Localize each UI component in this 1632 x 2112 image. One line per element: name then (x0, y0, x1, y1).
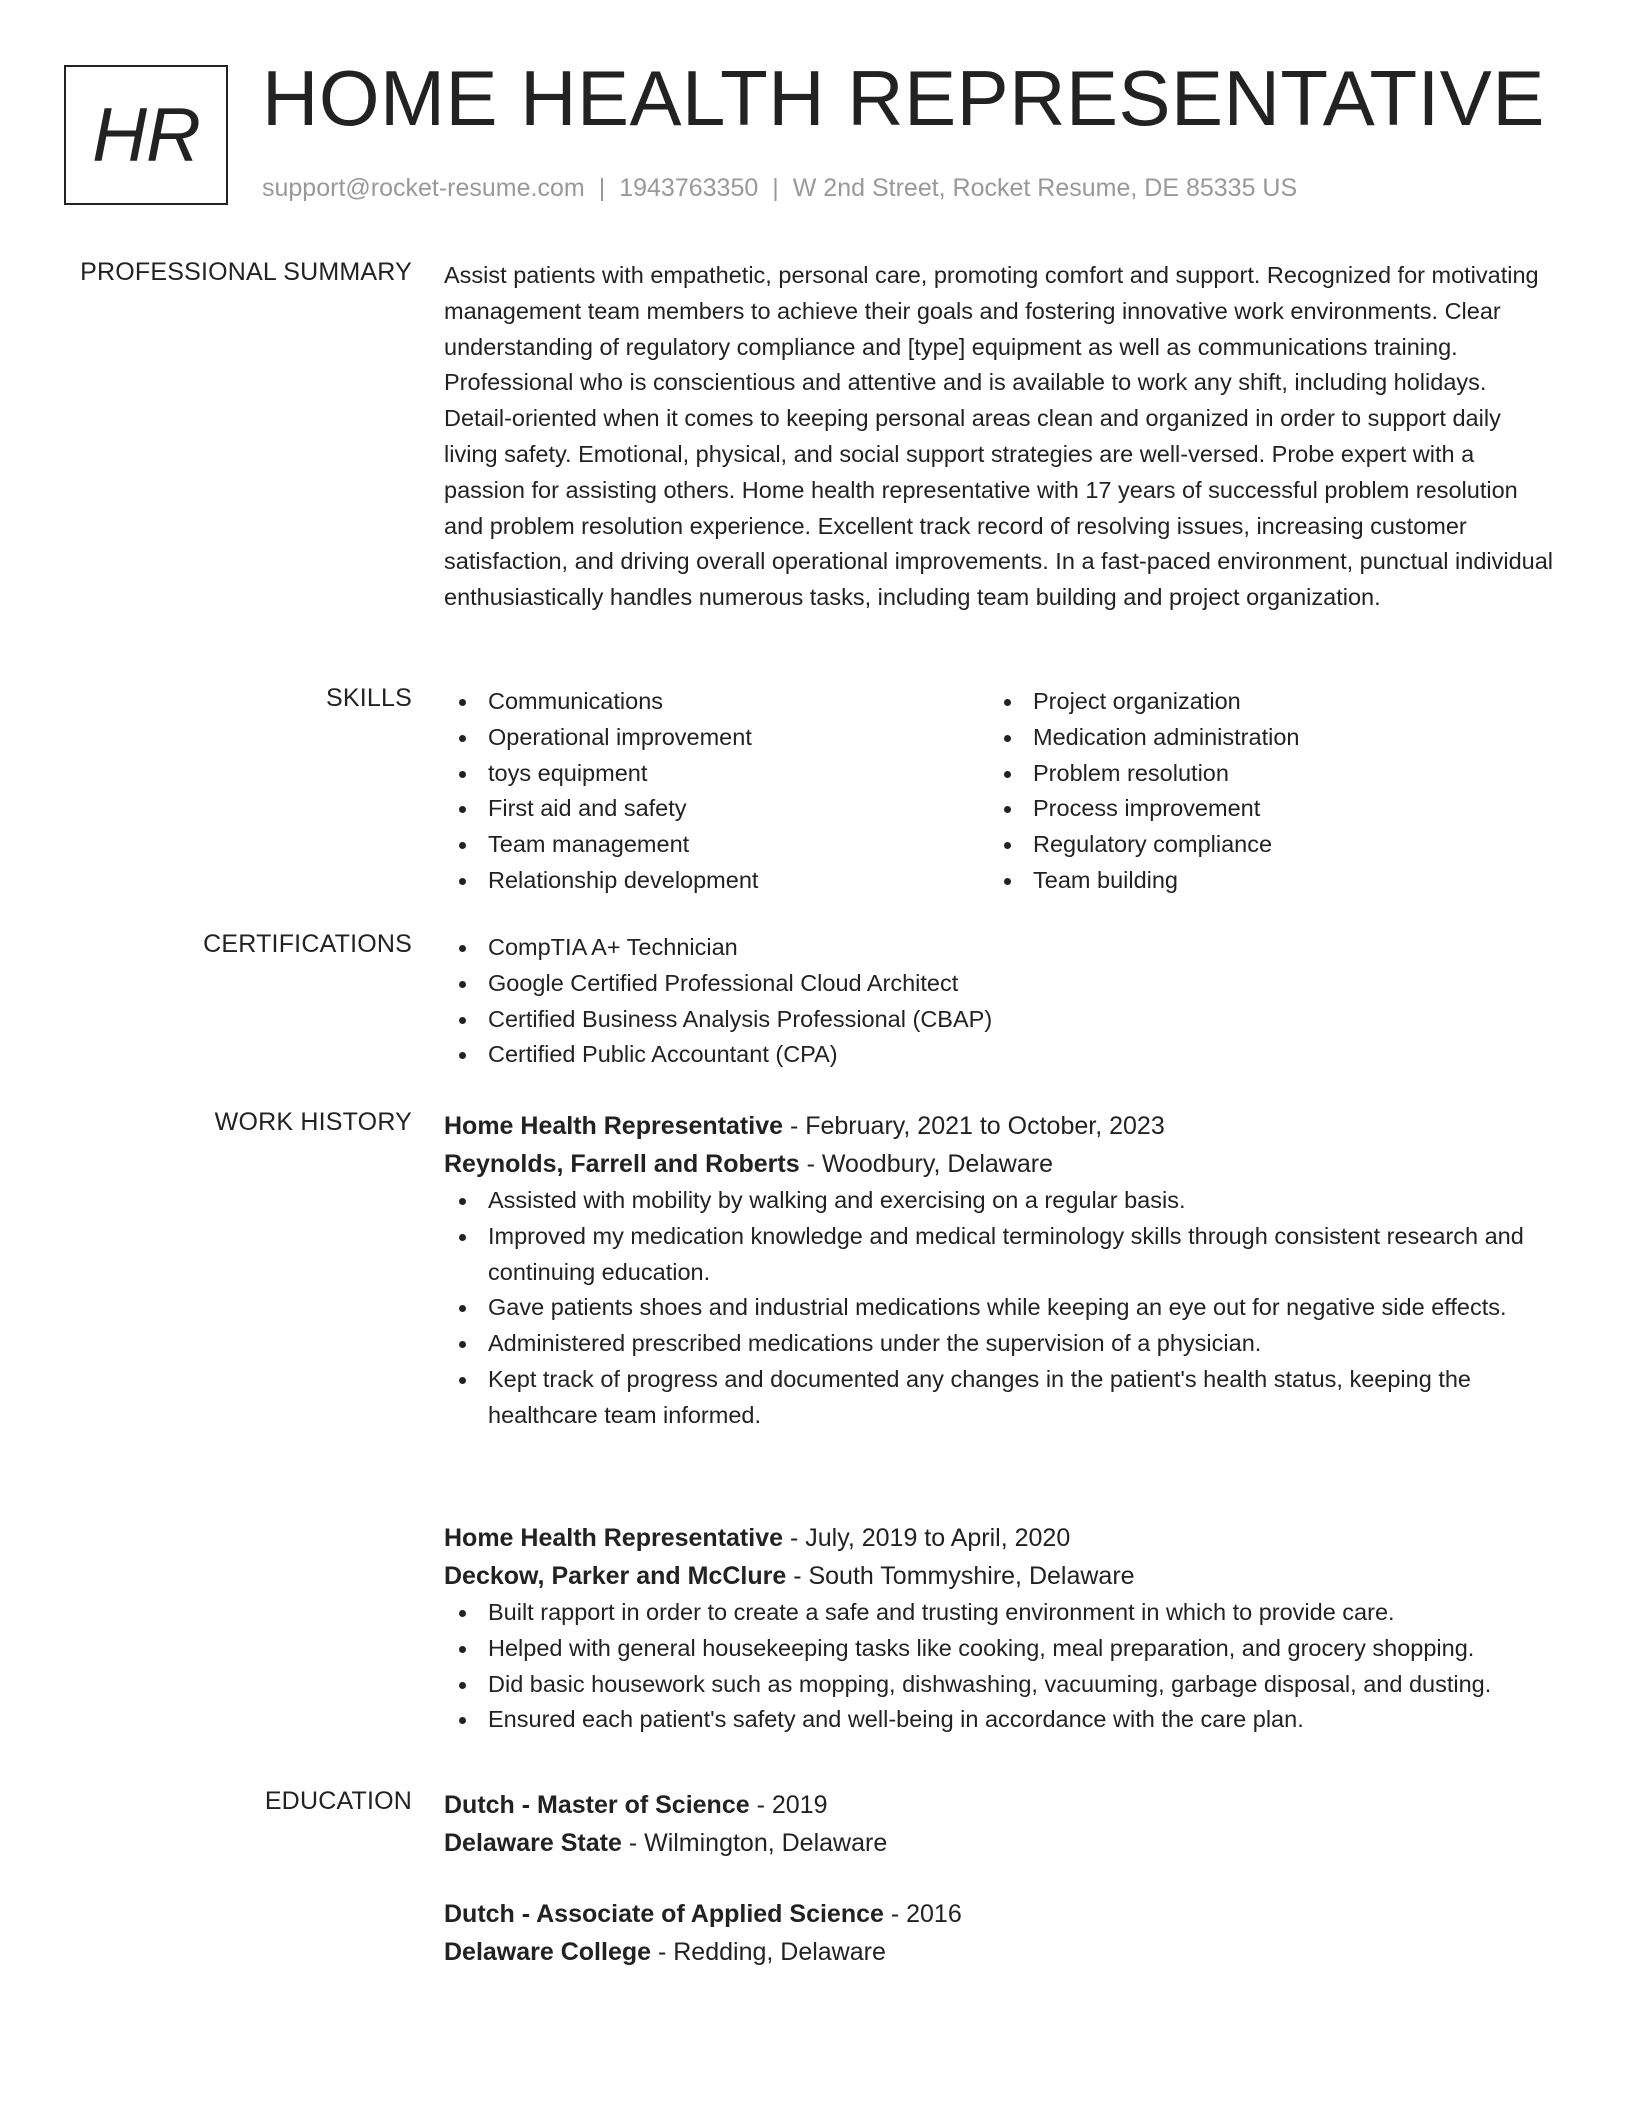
skill-item: Process improvement (989, 791, 1534, 827)
skills-list (444, 684, 1558, 899)
job-duty: Improved my medication knowledge and medical terminology skills through consistent research and continuing education. (444, 1219, 1558, 1291)
certification-item: Certified Business Analysis Professional (CBAP) (444, 1002, 1558, 1038)
education-entry (444, 1896, 1558, 1971)
candidate-title: HOME HEALTH REPRESENTATIVE (262, 54, 1545, 142)
education-school-line (444, 1934, 1558, 1972)
certification-item: CompTIA A+ Technician (444, 930, 1558, 966)
skill-item: Communications (444, 684, 989, 720)
job-location: - Woodbury, Delaware (799, 1149, 1053, 1178)
job-duty: Administered prescribed medications under the supervision of a physician. (444, 1326, 1558, 1362)
education-location: - Wilmington, Delaware (621, 1828, 888, 1857)
contact-address: W 2nd Street, Rocket Resume, DE 85335 US (792, 174, 1298, 202)
skills-column-right (989, 684, 1534, 899)
contact-separator: | (772, 174, 779, 202)
job-duty: Built rapport in order to create a safe and trusting environment in which to provide care. (444, 1595, 1558, 1631)
job-title-line (444, 1520, 1558, 1558)
job-duty: Helped with general housekeeping tasks like cooking, meal preparation, and grocery shopping. (444, 1631, 1558, 1667)
summary-text: Assist patients with empathetic, personal care, promoting comfort and support. Recognized for motivating management team members to achieve their goals and fostering innovative work environments. Clear understanding of regulatory compliance and [type] equipment as well as communications training. Professional who is conscientious and attentive and is available to work any shift, including holidays. Detail-oriented when it comes to keeping personal areas clean and organized in order to support daily living safety. Emotional, physical, and social support strategies are well-versed. Probe expert with a passion for assisting others. Home health representative with 17 years of successful problem resolution and problem resolution experience. Excellent track record of resolving issues, increasing customer satisfaction, and driving overall operational improvements. In a fast-paced environment, punctual individual enthusiastically handles numerous tasks, including team building and project organization. (444, 262, 1554, 611)
education-year: - 2019 (749, 1791, 828, 1819)
education-degree-line (444, 1787, 1558, 1825)
job-duties (444, 1183, 1558, 1434)
job-duty: Ensured each patient's safety and well-being in accordance with the care plan. (444, 1702, 1558, 1738)
certifications-list (444, 930, 1558, 1073)
work-history-heading: WORK HISTORY (214, 1108, 412, 1136)
skill-item: toys equipment (444, 756, 989, 792)
job-dates: - February, 2021 to October, 2023 (783, 1112, 1165, 1140)
job-company: Deckow, Parker and McClure (444, 1561, 787, 1590)
education-entry (444, 1787, 1558, 1862)
education-degree-line (444, 1896, 1558, 1934)
education-degree: Dutch - Associate of Applied Science (444, 1900, 884, 1928)
skill-item: Regulatory compliance (989, 827, 1534, 863)
job-title: Home Health Representative (444, 1112, 784, 1140)
skill-item: Operational improvement (444, 720, 989, 756)
skill-item: Project organization (989, 684, 1534, 720)
job-duty: Assisted with mobility by walking and exercising on a regular basis. (444, 1183, 1558, 1219)
monogram-logo: HR (64, 65, 228, 205)
job-duty: Did basic housework such as mopping, dishwashing, vacuuming, garbage disposal, and dusting. (444, 1667, 1558, 1703)
education-heading: EDUCATION (264, 1787, 412, 1815)
education-school: Delaware State (444, 1828, 622, 1857)
job-dates: - July, 2019 to April, 2020 (783, 1524, 1071, 1552)
job-company: Reynolds, Farrell and Roberts (444, 1149, 800, 1178)
contact-separator: | (598, 174, 606, 202)
skill-item: Medication administration (989, 720, 1534, 756)
job-duty: Kept track of progress and documented any changes in the patient's health status, keeping the healthcare team informed. (444, 1362, 1558, 1434)
skill-item: Problem resolution (989, 756, 1534, 792)
certification-item: Google Certified Professional Cloud Architect (444, 966, 1558, 1002)
job-duty: Gave patients shoes and industrial medications while keeping an eye out for negative side effects. (444, 1290, 1558, 1326)
job-title-line (444, 1108, 1558, 1146)
skill-item: Team management (444, 827, 989, 863)
skills-column-left (444, 684, 989, 899)
job-company-line (444, 1558, 1558, 1596)
skill-item: Team building (989, 863, 1534, 899)
education-school: Delaware College (444, 1937, 652, 1966)
job-title: Home Health Representative (444, 1524, 784, 1552)
skills-heading: SKILLS (326, 684, 412, 712)
skill-item: First aid and safety (444, 791, 989, 827)
certifications-heading: CERTIFICATIONS (203, 930, 412, 958)
job-entry (444, 1520, 1558, 1738)
job-location: - South Tommyshire, Delaware (786, 1561, 1135, 1590)
contact-phone[interactable]: 1943763350 (619, 174, 759, 202)
job-entry (444, 1108, 1558, 1434)
job-duties (444, 1595, 1558, 1738)
job-company-line (444, 1146, 1558, 1184)
certification-item: Certified Public Accountant (CPA) (444, 1037, 1558, 1073)
summary-heading: PROFESSIONAL SUMMARY (80, 258, 412, 286)
skill-item: Relationship development (444, 863, 989, 899)
education-year: - 2016 (883, 1900, 962, 1928)
contact-email[interactable]: support@rocket-resume.com (262, 174, 585, 202)
education-location: - Redding, Delaware (651, 1937, 886, 1966)
contact-line (262, 174, 1297, 203)
education-school-line (444, 1825, 1558, 1863)
education-degree: Dutch - Master of Science (444, 1791, 750, 1819)
